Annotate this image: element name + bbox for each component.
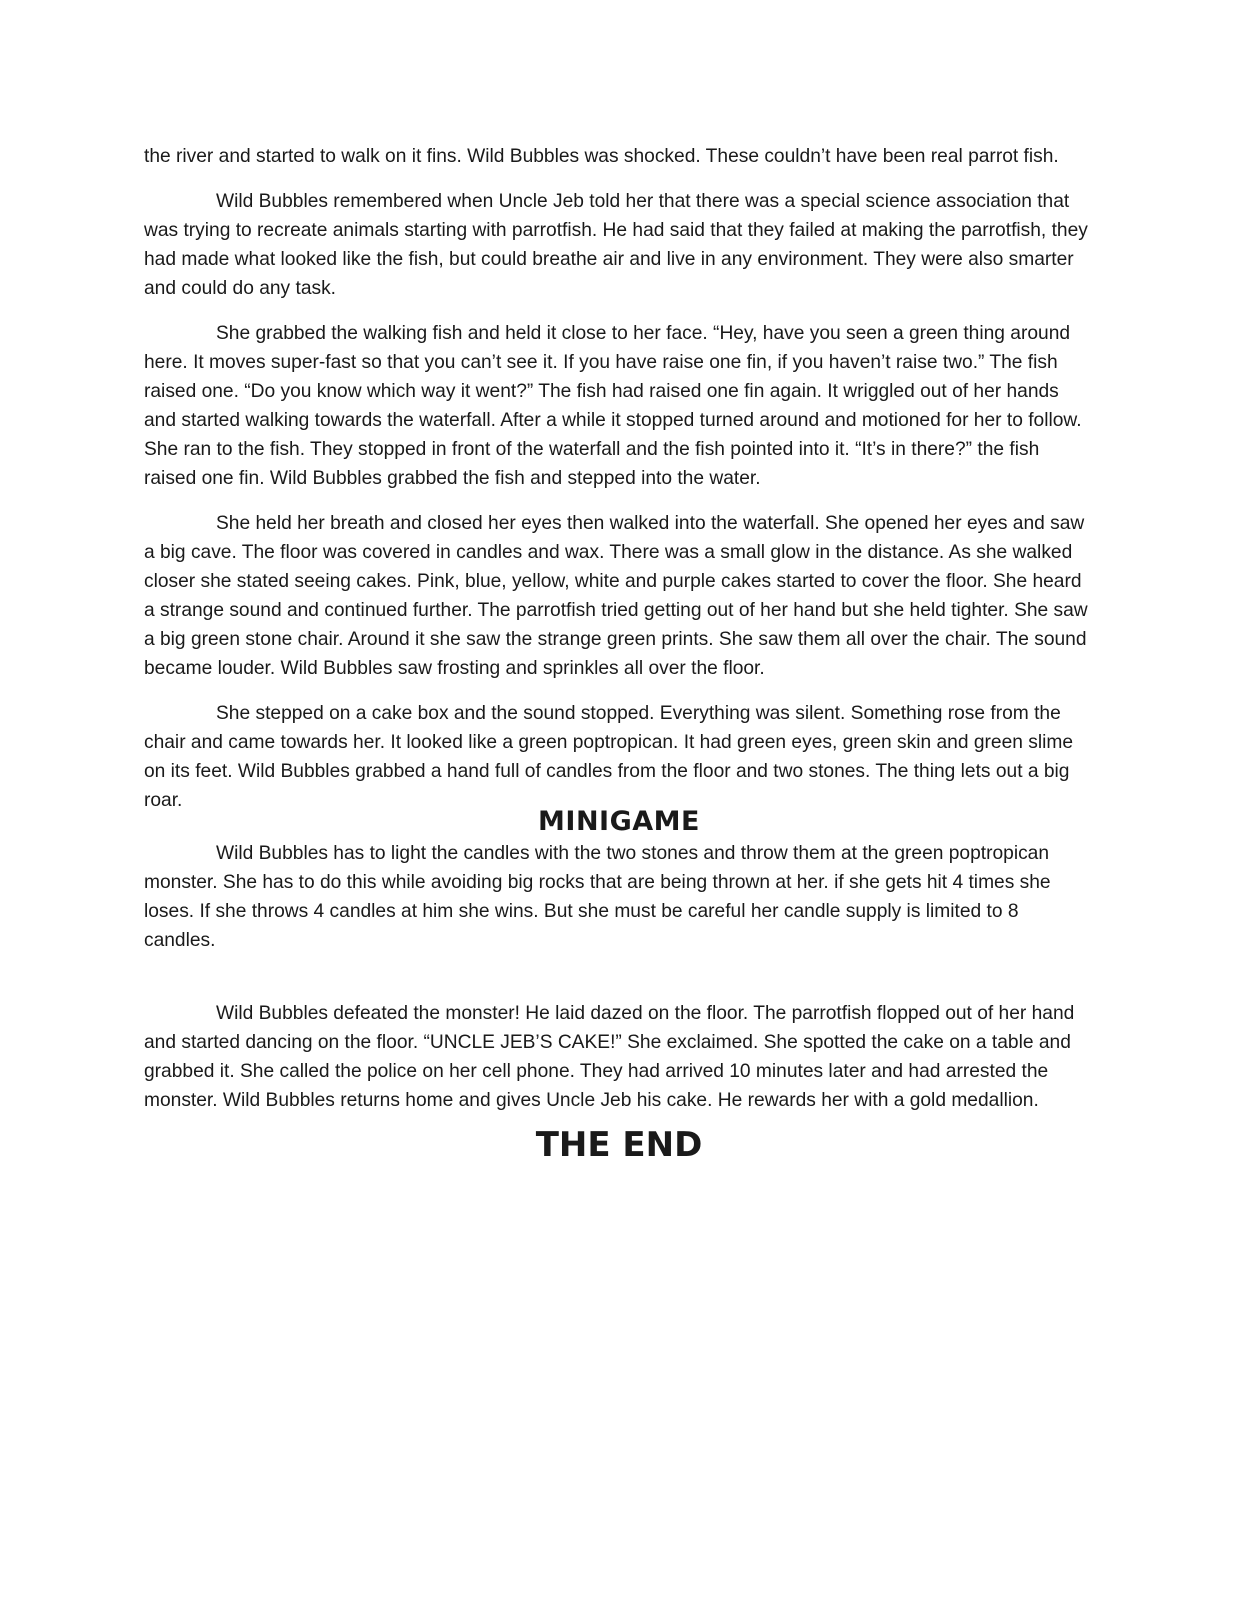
paragraph-river: the river and started to walk on it fins. Wild Bubbles was shocked. These couldn’t have been real parrot fish. [144,146,1059,167]
the-end-heading: THE END [535,1125,703,1165]
document-page [144,142,1094,1167]
paragraph-uncle-jeb-memory: Wild Bubbles remembered when Uncle Jeb told her that there was a special science association that was trying to recreate animals starting with parrotfish. He had said that they failed at making the parrotfish, they had made what looked like the fish, but could breathe air and live in any environment. They were also smarter and could do any task. [144,191,1088,299]
minigame-heading: MINIGAME [538,806,700,837]
paragraph-walking-fish: She grabbed the walking fish and held it close to her face. “Hey, have you seen a green thing around here. It moves super-fast so that you can’t see it. If you have raise one fin, if you haven’t raise two.” The fish raised one. “Do you know which way it went?” The fish had raised one fin again. It wriggled out of her hands and started walking towards the waterfall. After a while it stopped turned around and motioned for her to follow. She ran to the fish. They stopped in front of the waterfall and the fish pointed into it. “It’s in there?” the fish raised one fin. Wild Bubbles grabbed the fish and stepped into the water. [144,323,1082,489]
paragraph-cave: She held her breath and closed her eyes then walked into the waterfall. She opened her eyes and saw a big cave. The floor was covered in candles and wax. There was a small glow in the distance. As she walked closer she stated seeing cakes. Pink, blue, yellow, white and purple cakes started to cover the floor. She heard a strange sound and continued further. The parrotfish tried getting out of her hand but she held tighter. She saw a big green stone chair. Around it she saw the strange green prints. She saw them all over the chair. The sound became louder. Wild Bubbles saw frosting and sprinkles all over the floor. [144,513,1088,679]
paragraph-ending: Wild Bubbles defeated the monster! He laid dazed on the floor. The parrotfish flopped out of her hand and started dancing on the floor. “UNCLE JEB’S CAKE!” She exclaimed. She spotted the cake on a table and grabbed it. She called the police on her cell phone. They had arrived 10 minutes later and had arrested the monster. Wild Bubbles returns home and gives Uncle Jeb his cake. He rewards her with a gold medallion. [144,1003,1075,1111]
paragraph-minigame-rules: Wild Bubbles has to light the candles with the two stones and throw them at the green poptropican monster. She has to do this while avoiding big rocks that are being thrown at her. if she gets hit 4 times she loses. If she throws 4 candles at him she wins. But she must be careful her candle supply is limited to 8 candles. [144,843,1051,951]
paragraph-monster-appears: She stepped on a cake box and the sound stopped. Everything was silent. Something rose from the chair and came towards her. It looked like a green poptropican. It had green eyes, green skin and green slime on its feet. Wild Bubbles grabbed a hand full of candles from the floor and two stones. The thing lets out a big roar. [144,703,1074,811]
spacer [144,971,1094,999]
